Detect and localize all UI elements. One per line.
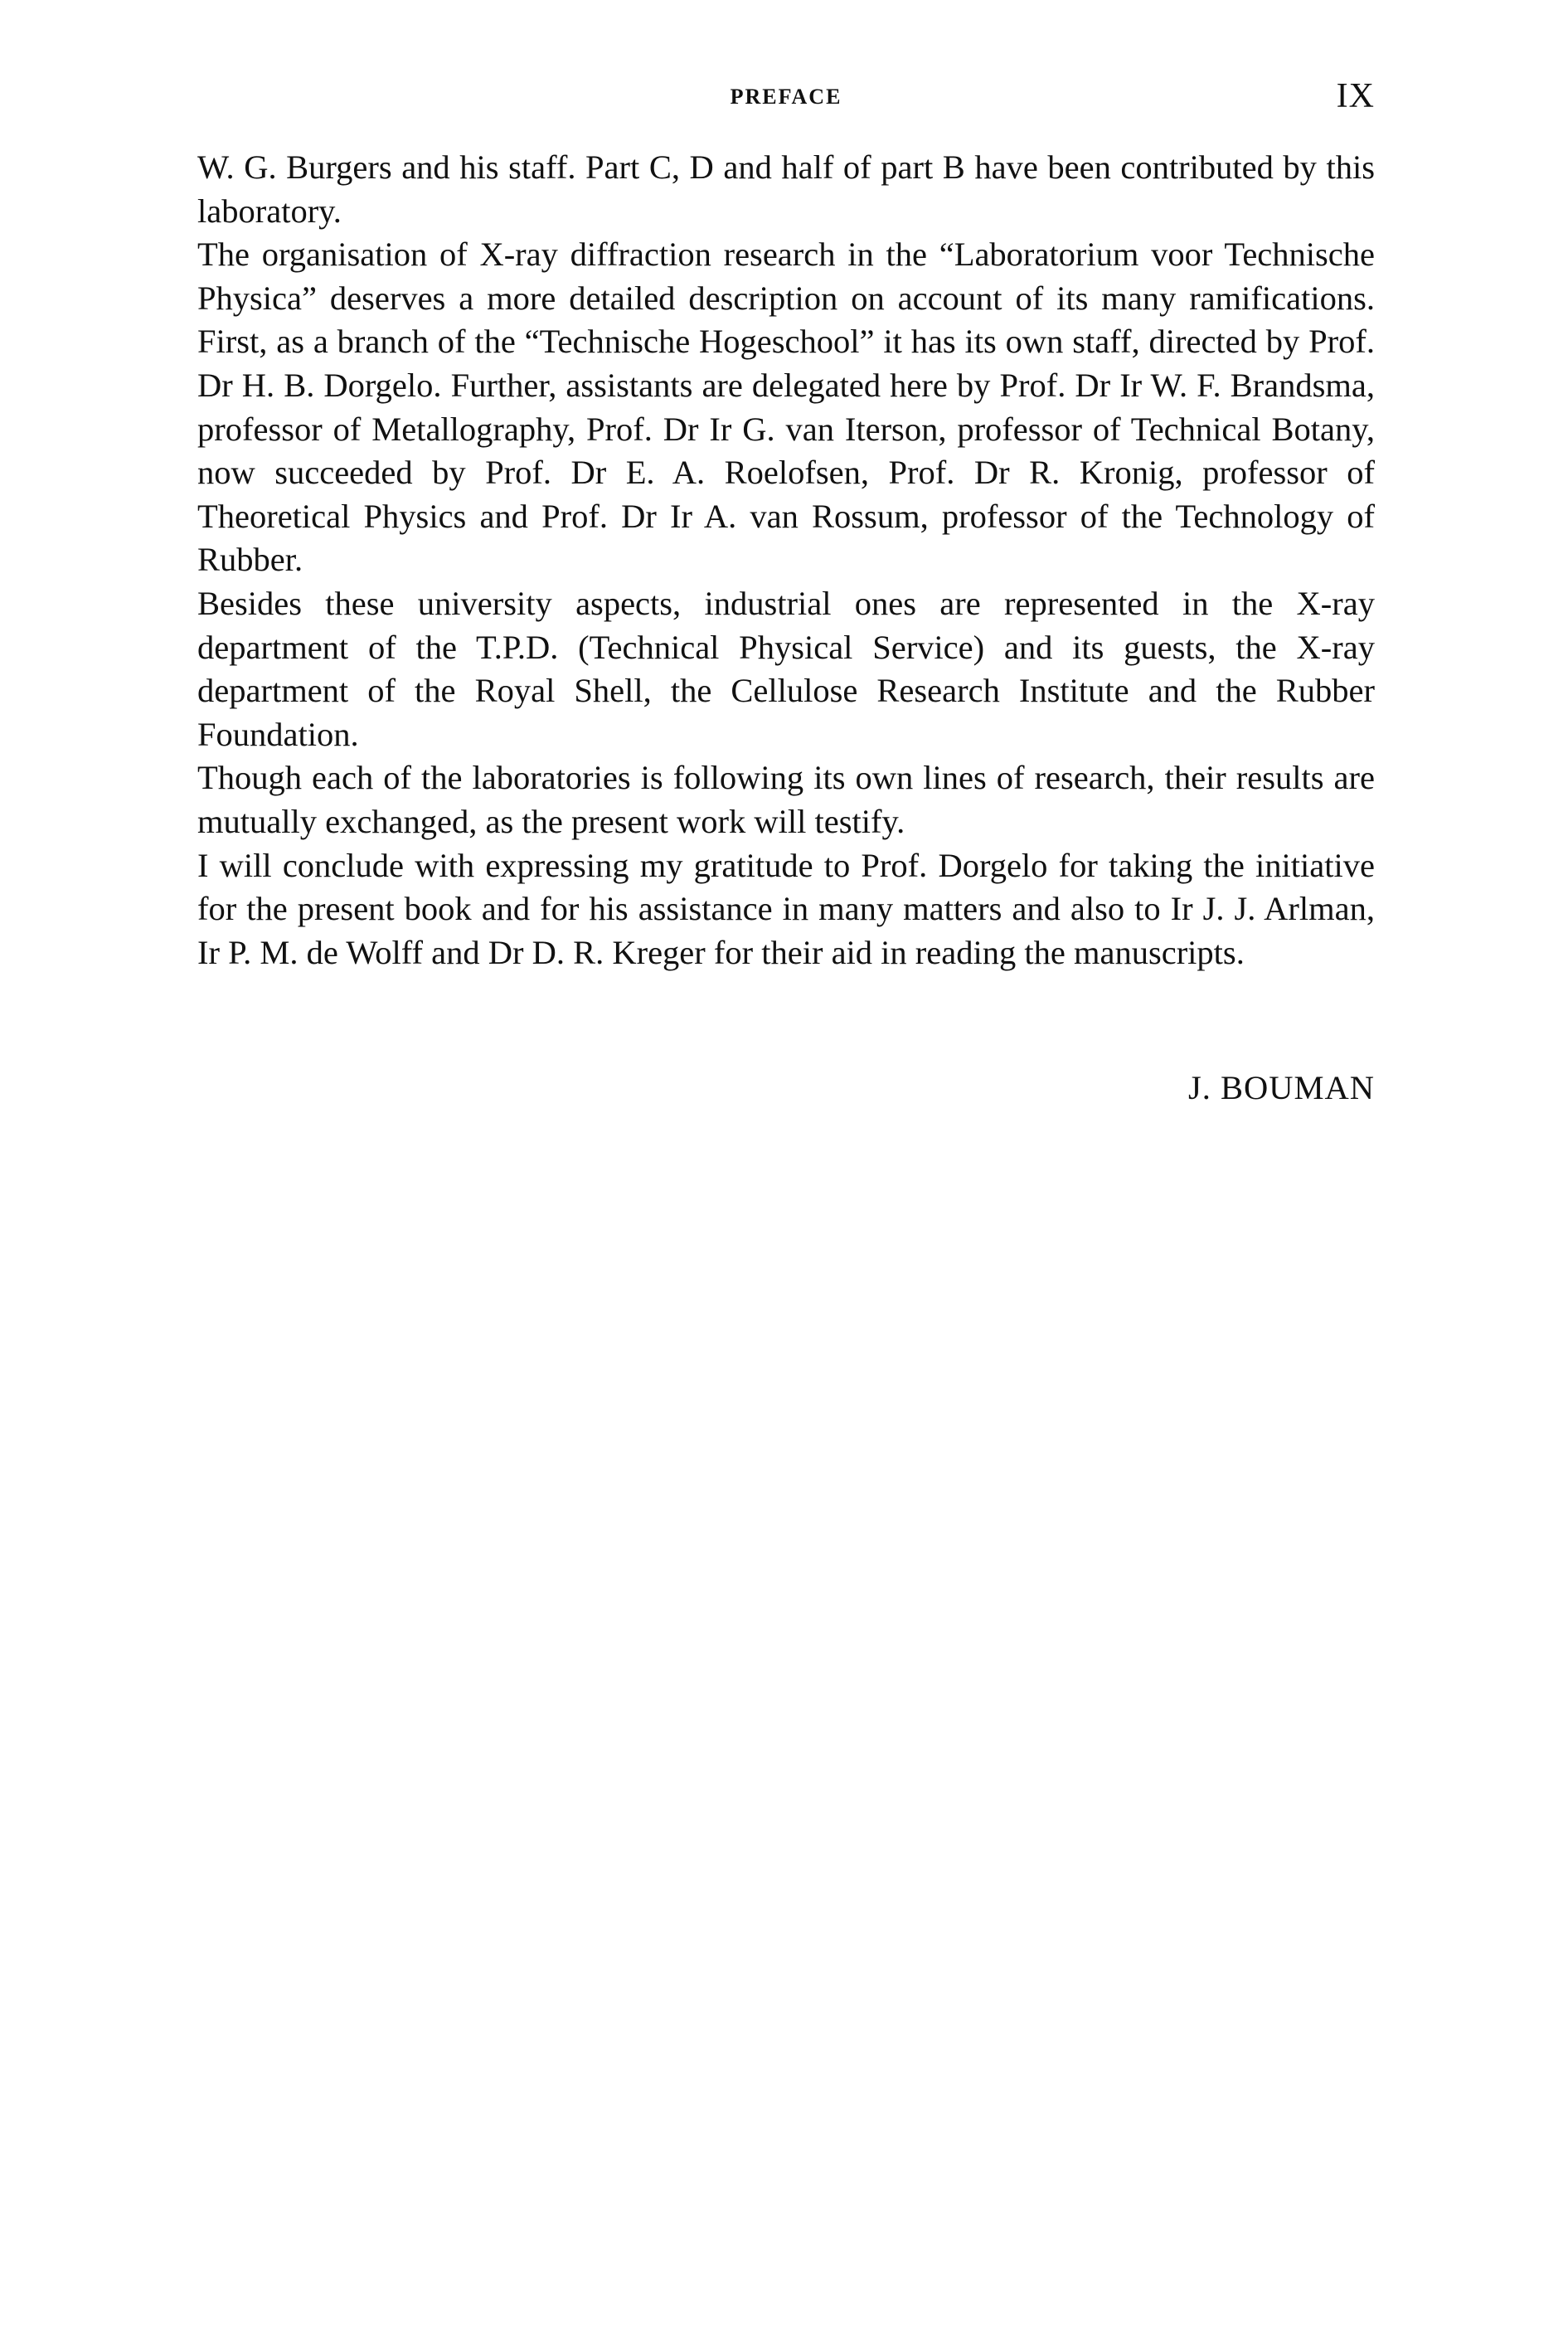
paragraph-organisation: The organisation of X-ray diffraction research in the “Laboratorium voor Technische Physica” deserves a more detailed description on account of its many ramifications. First, as a branch of the “Technische Hogeschool” it has its own staff, directed by Prof. Dr H. B. Dorgelo. Further, assistants are delegated here by Prof. Dr Ir W. F. Brandsma, professor of Metallography, Prof. Dr Ir G. van Iterson, professor of Technical Botany, now succeeded by Prof. Dr E. A. Roelofsen, Prof. Dr R. Kronig, professor of Theoretical Physics and Prof. Dr Ir A. van Rossum, professor of the Technology of Rubber. [197,236,1375,579]
author-signature: J. BOUMAN [1187,1069,1375,1106]
running-header [197,76,1375,123]
preface-body [197,146,1375,974]
paragraph-industrial: Besides these university aspects, industrial ones are represented in the X-ray department of the T.P.D. (Technical Physical Service) and its guests, the X-ray department of the Royal Shell, the Cellulose Research Institute and the Rubber Foundation. [197,584,1375,753]
page-number: IX [1336,77,1375,115]
paragraph-gratitude: I will conclude with expressing my gratitude to Prof. Dorgelo for taking the initiative for the present book and for his assistance in many matters and also to Ir J. J. Arlman, Ir P. M. de Wolff and Dr D. R. Kreger for their aid in reading the manuscripts. [197,846,1375,971]
running-title: PREFACE [730,85,842,109]
paragraph-continuation: W. G. Burgers and his staff. Part C, D and half of part B have been contributed by this laboratory. [197,148,1375,230]
paragraph-laboratories: Though each of the laboratories is following its own lines of research, their results are mutually exchanged, as the present work will testify. [197,759,1375,840]
